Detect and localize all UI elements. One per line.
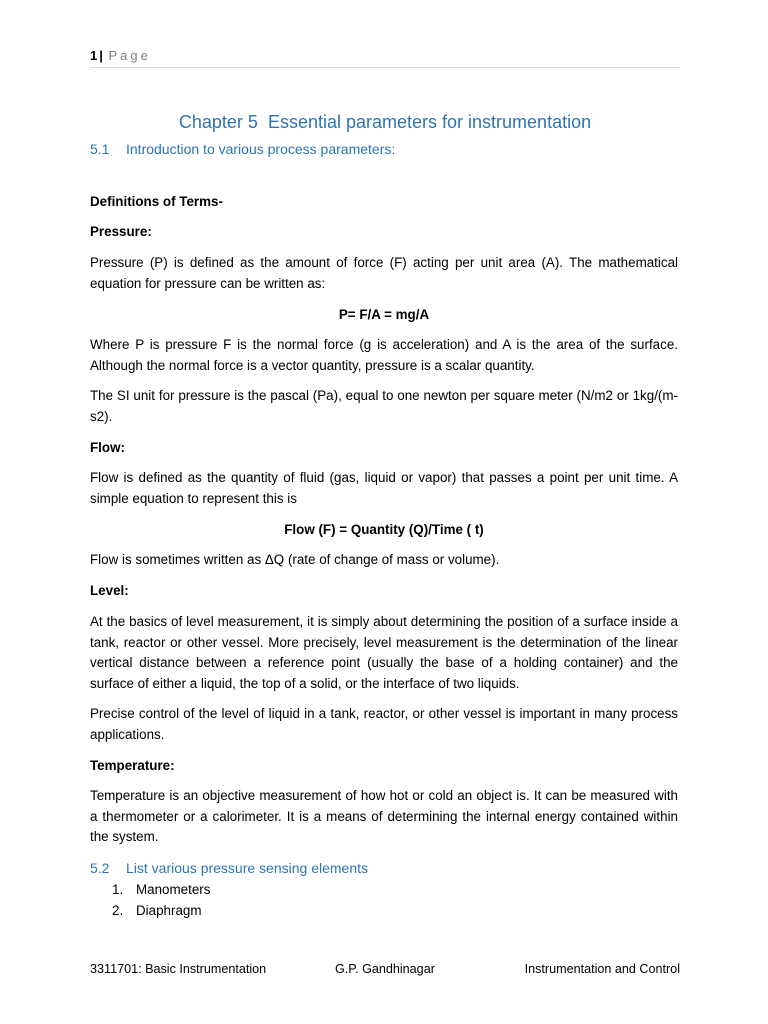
section-heading-5-1 [90,140,680,158]
list-item-number: 2. [112,903,124,918]
level-paragraph-1: At the basics of level measurement, it is simply about determining the position of a surface inside a tank, reactor or other vessel. More precisely, level measurement is the determination of the linear vertical distance between a reference point (usually the base of a holding container) and the surface of either a liquid, the top of a solid, or the interface of two liquids. [90,614,678,691]
section-heading-5-2 [90,859,680,877]
list-item-text: Manometers [136,882,211,897]
page-number: 1 [90,48,98,63]
list-item-number: 1. [112,882,124,897]
chapter-title [90,110,680,134]
chapter-label: Chapter 5 [178,112,258,132]
temperature-heading: Temperature: [90,758,175,773]
section-title: Introduction to various process parameters: [126,141,396,157]
page-word: Page [108,48,151,63]
flow-paragraph-1: Flow is defined as the quantity of fluid (gas, liquid or vapor) that passes a point per unit time. A simple equation to represent this is [90,470,678,506]
definitions-heading: Definitions of Terms- [90,194,223,209]
section-number: 5.2 [90,860,110,876]
chapter-name: Essential parameters for instrumentation [267,112,592,132]
pressure-elements-list [90,879,680,921]
list-item-text: Diaphragm [136,903,202,918]
level-heading: Level: [90,583,129,598]
pressure-heading: Pressure: [90,224,152,239]
section-title: List various pressure sensing elements [126,860,369,876]
pressure-paragraph-1: Pressure (P) is defined as the amount of force (F) acting per unit area (A). The mathematical equation for pressure can be written as: [90,255,678,291]
footer-department: Instrumentation and Control [524,962,680,976]
header-separator: | [99,48,103,63]
list-item [90,879,680,900]
flow-heading: Flow: [90,440,125,455]
pressure-paragraph-2: Where P is pressure F is the normal force (g is acceleration) and A is the area of the surface. Although the normal force is a vector quantity, pressure is a scalar quantity. [90,337,678,373]
flow-paragraph-2: Flow is sometimes written as ΔQ (rate of change of mass or volume). [90,552,500,567]
page-footer [90,960,680,978]
pressure-equation: P= F/A = mg/A [338,307,430,322]
section-number: 5.1 [90,141,110,157]
pressure-paragraph-3: The SI unit for pressure is the pascal (Pa), equal to one newton per square meter (N/m2 or 1kg/(m-s2). [90,388,678,424]
list-item [90,900,680,921]
footer-institute: G.P. Gandhinagar [335,962,435,976]
level-paragraph-2: Precise control of the level of liquid in a tank, reactor, or other vessel is important in many process applications. [90,706,678,742]
footer-course: 3311701: Basic Instrumentation [90,962,267,976]
flow-equation: Flow (F) = Quantity (Q)/Time ( t) [284,522,484,537]
page-header [90,47,680,68]
temperature-paragraph-1: Temperature is an objective measurement of how hot or cold an object is. It can be measured with a thermometer or a calorimeter. It is a means of determining the internal energy contained within the system. [90,788,678,844]
